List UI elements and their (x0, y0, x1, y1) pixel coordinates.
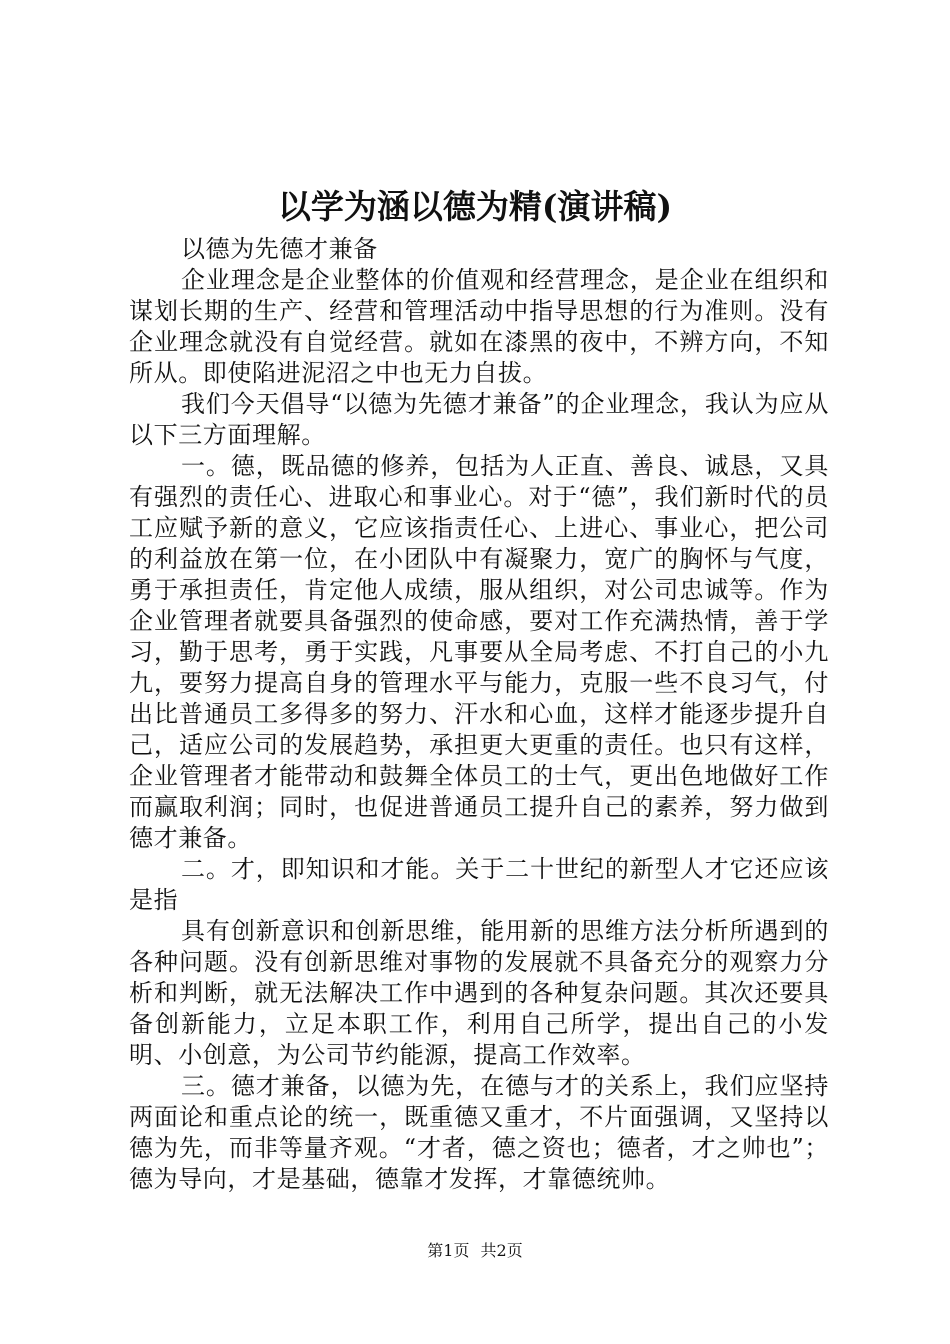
document-body (129, 234, 829, 1195)
body-paragraph: 三。德才兼备，以德为先，在德与才的关系上，我们应坚持两面论和重点论的统一，既重德又重才，不片面强调，又坚持以德为先，而非等量齐观。“才者，德之资也；德者，才之帅也”；德为导向，才是基础，德靠才发挥，才靠德统帅。 (129, 1072, 829, 1193)
body-paragraph: 一。德，既品德的修养，包括为人正直、善良、诚恳，又具有强烈的责任心、进取心和事业心。对于“德”，我们新时代的员工应赋予新的意义，它应该指责任心、上进心、事业心，把公司的利益放在第一位，在小团队中有凝聚力，宽广的胸怀与气度，勇于承担责任，肯定他人成绩，服从组织，对公司忠诚等。作为企业管理者就要具备强烈的使命感，要对工作充满热情，善于学习，勤于思考，勇于实践，凡事要从全局考虑、不打自己的小九九，要努力提高自身的管理水平与能力，克服一些不良习气，付出比普通员工多得多的努力、汗水和心血，这样才能逐步提升自己，适应公司的发展趋势，承担更大更重的责任。也只有这样，企业管理者才能带动和鼓舞全体员工的士气，更出色地做好工作而赢取利润；同时，也促进普通员工提升自己的素养，努力做到德才兼备。 (129, 452, 829, 852)
body-paragraph: 我们今天倡导“以德为先德才兼备”的企业理念，我认为应从以下三方面理解。 (129, 390, 829, 449)
page-number-total: 共2页 (480, 1241, 523, 1260)
page-footer (0, 1240, 950, 1262)
body-paragraph: 具有创新意识和创新思维，能用新的思维方法分析所遇到的各种问题。没有创新思维对事物的发展就不具备充分的观察力分析和判断，就无法解决工作中遇到的各种复杂问题。其次还要具备创新能力，立足本职工作，利用自己所学，提出自己的小发明、小创意，为公司节约能源，提高工作效率。 (129, 917, 829, 1069)
document-title: 以学为涵以德为精(演讲稿) (277, 187, 673, 226)
page-number-current: 第1页 (427, 1241, 470, 1260)
body-paragraph: 企业理念是企业整体的价值观和经营理念，是企业在组织和谋划长期的生产、经营和管理活动中指导思想的行为准则。没有企业理念就没有自觉经营。就如在漆黑的夜中，不辨方向，不知所从。即使陷进泥沼之中也无力自拔。 (129, 266, 829, 387)
subtitle-paragraph: 以德为先德才兼备 (181, 235, 378, 263)
body-paragraph: 二。才，即知识和才能。关于二十世纪的新型人才它还应该是指 (129, 855, 829, 914)
